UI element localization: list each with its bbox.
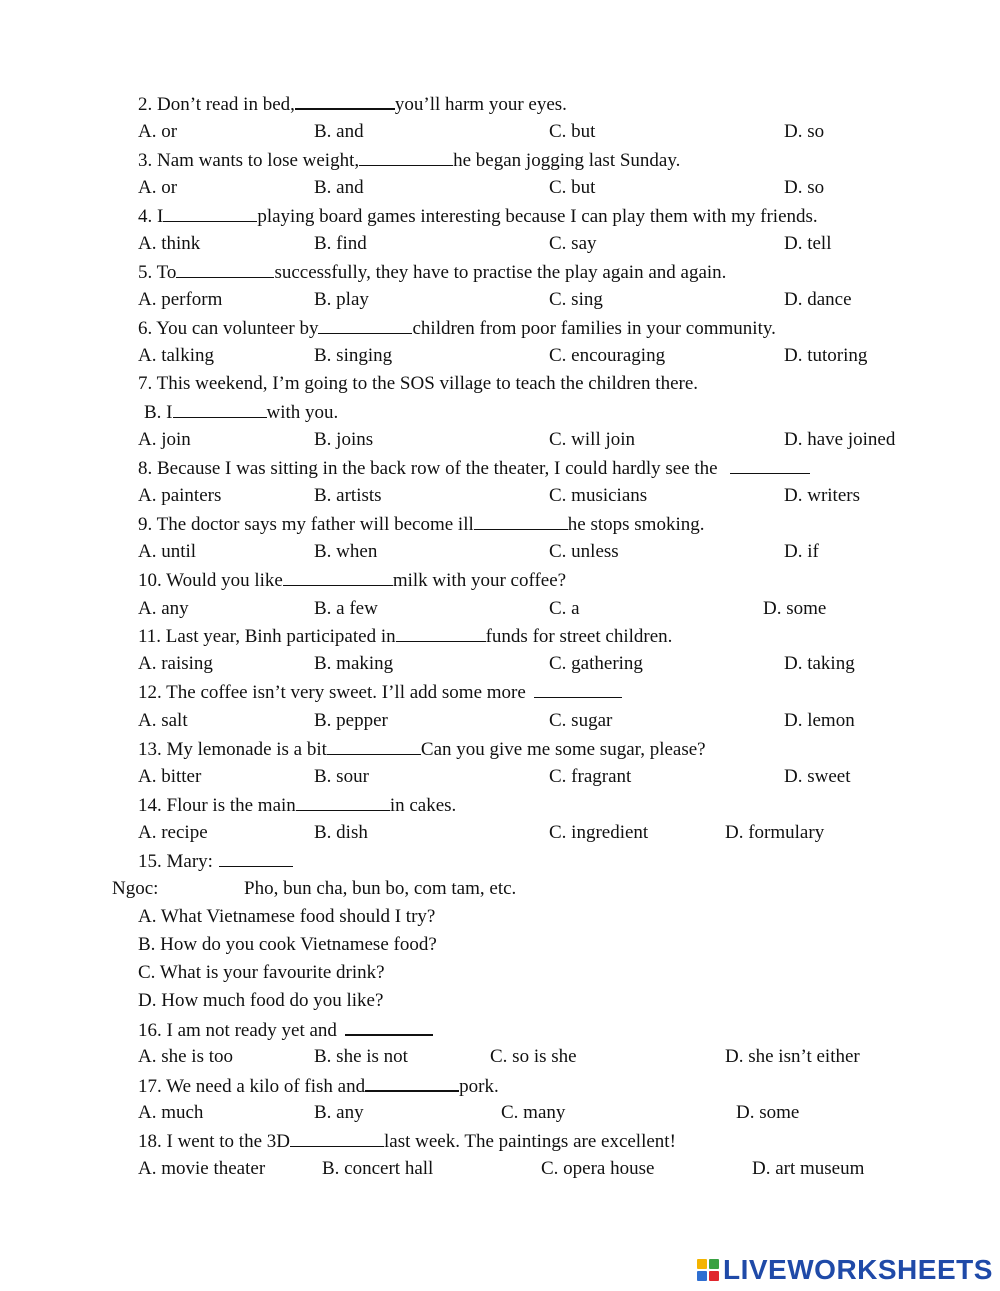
option-a[interactable]: A. talking [138,345,214,366]
question-16: 16. I am not ready yet and [138,1018,433,1042]
option-c[interactable]: C. encouraging [549,345,666,366]
option-c[interactable]: C. so is she [490,1046,577,1067]
option-c[interactable]: C. a [549,598,580,619]
question-3: 3. Nam wants to lose weight, he began jogging last Sunday. [138,150,681,171]
option-b[interactable]: B. she is not [314,1046,408,1067]
option-a[interactable]: A. painters [138,485,222,506]
option-c[interactable]: C. ingredient [549,822,649,843]
option-c[interactable]: C. sugar [549,710,613,731]
liveworksheets-logo-icon [697,1259,719,1281]
option-b[interactable]: B. and [314,121,364,142]
option-a[interactable]: A. recipe [138,822,208,843]
option-d[interactable]: D. tell [784,233,832,254]
question-2: 2. Don’t read in bed, you’ll harm your eyes. [138,94,567,115]
logo-cube [709,1259,719,1269]
answer-blank[interactable] [296,794,390,811]
option-c[interactable]: C. sing [549,289,603,310]
option-b[interactable]: B. How do you cook Vietnamese food? [138,934,437,955]
option-c[interactable]: C. unless [549,541,619,562]
answer-blank[interactable] [173,401,267,418]
option-d[interactable]: D. lemon [784,710,855,731]
answer-blank[interactable] [730,457,810,474]
option-b[interactable]: B. when [314,541,378,562]
option-b[interactable]: B. play [314,289,369,310]
question-11: 11. Last year, Binh participated in funds for street children. [138,626,673,647]
option-b[interactable]: B. sour [314,766,369,787]
question-5: 5. To successfully, they have to practise the play again and again. [138,262,727,283]
ngoc-reply: Pho, bun cha, bun bo, com tam, etc. [244,878,517,899]
question-9: 9. The doctor says my father will become ill he stops smoking. [138,514,705,535]
question-7: 7. This weekend, I’m going to the SOS village to teach the children there. [138,373,699,394]
option-a[interactable]: A. think [138,233,201,254]
option-d[interactable]: D. she isn’t either [725,1046,860,1067]
option-b[interactable]: B. and [314,177,364,198]
option-a[interactable]: A. any [138,598,189,619]
option-c[interactable]: C. opera house [541,1158,655,1179]
option-b[interactable]: B. a few [314,598,378,619]
option-d[interactable]: D. have joined [784,429,896,450]
answer-blank[interactable] [534,681,622,698]
option-a[interactable]: A. join [138,429,191,450]
option-a[interactable]: A. much [138,1102,204,1123]
question-6: 6. You can volunteer by children from poor families in your community. [138,318,776,339]
option-c[interactable]: C. say [549,233,597,254]
answer-blank[interactable] [219,850,293,867]
logo-cube [697,1271,707,1281]
option-b[interactable]: B. joins [314,429,374,450]
option-b[interactable]: B. artists [314,485,382,506]
question-15: 15. Mary: [138,850,293,873]
question-8: 8. Because I was sitting in the back row of the theater, I could hardly see the [138,457,810,480]
answer-blank[interactable] [290,1130,384,1147]
option-a[interactable]: A. or [138,121,178,142]
answer-blank[interactable] [318,317,412,334]
option-a[interactable]: A. salt [138,710,188,731]
option-b[interactable]: B. concert hall [322,1158,434,1179]
option-a[interactable]: A. until [138,541,197,562]
question-18: 18. I went to the 3D last week. The paintings are excellent! [138,1131,676,1152]
option-b[interactable]: B. pepper [314,710,388,731]
option-d[interactable]: D. if [784,541,819,562]
answer-blank[interactable] [283,569,393,586]
option-b[interactable]: B. dish [314,822,368,843]
answer-blank[interactable] [359,149,453,166]
option-a[interactable]: A. or [138,177,178,198]
option-d[interactable]: D. How much food do you like? [138,990,384,1011]
option-a[interactable]: A. movie theater [138,1158,266,1179]
option-d[interactable]: D. sweet [784,766,851,787]
logo-text: LIVEWORKSHEETS [723,1254,993,1285]
question-10: 10. Would you like milk with your coffee? [138,570,567,591]
option-c[interactable]: C. but [549,121,596,142]
logo-cube [697,1259,707,1269]
option-b[interactable]: B. making [314,653,394,674]
question-4: 4. I playing board games interesting because I can play them with my friends. [138,206,818,227]
option-a[interactable]: A. raising [138,653,213,674]
option-c[interactable]: C. fragrant [549,766,632,787]
option-a[interactable]: A. bitter [138,766,202,787]
question-12: 12. The coffee isn’t very sweet. I’ll add some more [138,681,622,704]
option-b[interactable]: B. singing [314,345,393,366]
answer-blank[interactable] [176,261,274,278]
option-b[interactable]: B. any [314,1102,364,1123]
option-c[interactable]: C. musicians [549,485,648,506]
option-c[interactable]: C. many [501,1102,566,1123]
option-d[interactable]: D. taking [784,653,855,674]
option-a[interactable]: A. What Vietnamese food should I try? [138,906,436,927]
question-14: 14. Flour is the main in cakes. [138,795,457,816]
option-d[interactable]: D. tutoring [784,345,868,366]
option-d[interactable]: D. writers [784,485,860,506]
option-b[interactable]: B. find [314,233,367,254]
question-17: 17. We need a kilo of fish and pork. [138,1076,499,1097]
option-c[interactable]: C. but [549,177,596,198]
speaker-ngoc: Ngoc: [112,878,159,899]
option-c[interactable]: C. What is your favourite drink? [138,962,385,983]
question-13: 13. My lemonade is a bit Can you give me some sugar, please? [138,739,706,760]
option-d[interactable]: D. some [736,1102,800,1123]
liveworksheets-logo [697,1254,993,1286]
question-7-reply: B. I with you. [144,402,339,423]
option-a[interactable]: A. she is too [138,1046,233,1067]
option-d[interactable]: D. formulary [725,822,825,843]
answer-blank[interactable] [396,625,486,642]
option-c[interactable]: C. gathering [549,653,643,674]
answer-blank[interactable] [474,513,568,530]
option-c[interactable]: C. will join [549,429,636,450]
answer-blank[interactable] [327,738,421,755]
option-a[interactable]: A. perform [138,289,223,310]
answer-blank[interactable] [345,1018,433,1036]
answer-blank[interactable] [163,205,257,222]
option-d[interactable]: D. some [763,598,827,619]
option-d[interactable]: D. dance [784,289,852,310]
option-d[interactable]: D. art museum [752,1158,865,1179]
answer-blank[interactable] [295,92,395,110]
answer-blank[interactable] [365,1074,459,1092]
option-d[interactable]: D. so [784,177,825,198]
option-d[interactable]: D. so [784,121,825,142]
logo-cube [709,1271,719,1281]
